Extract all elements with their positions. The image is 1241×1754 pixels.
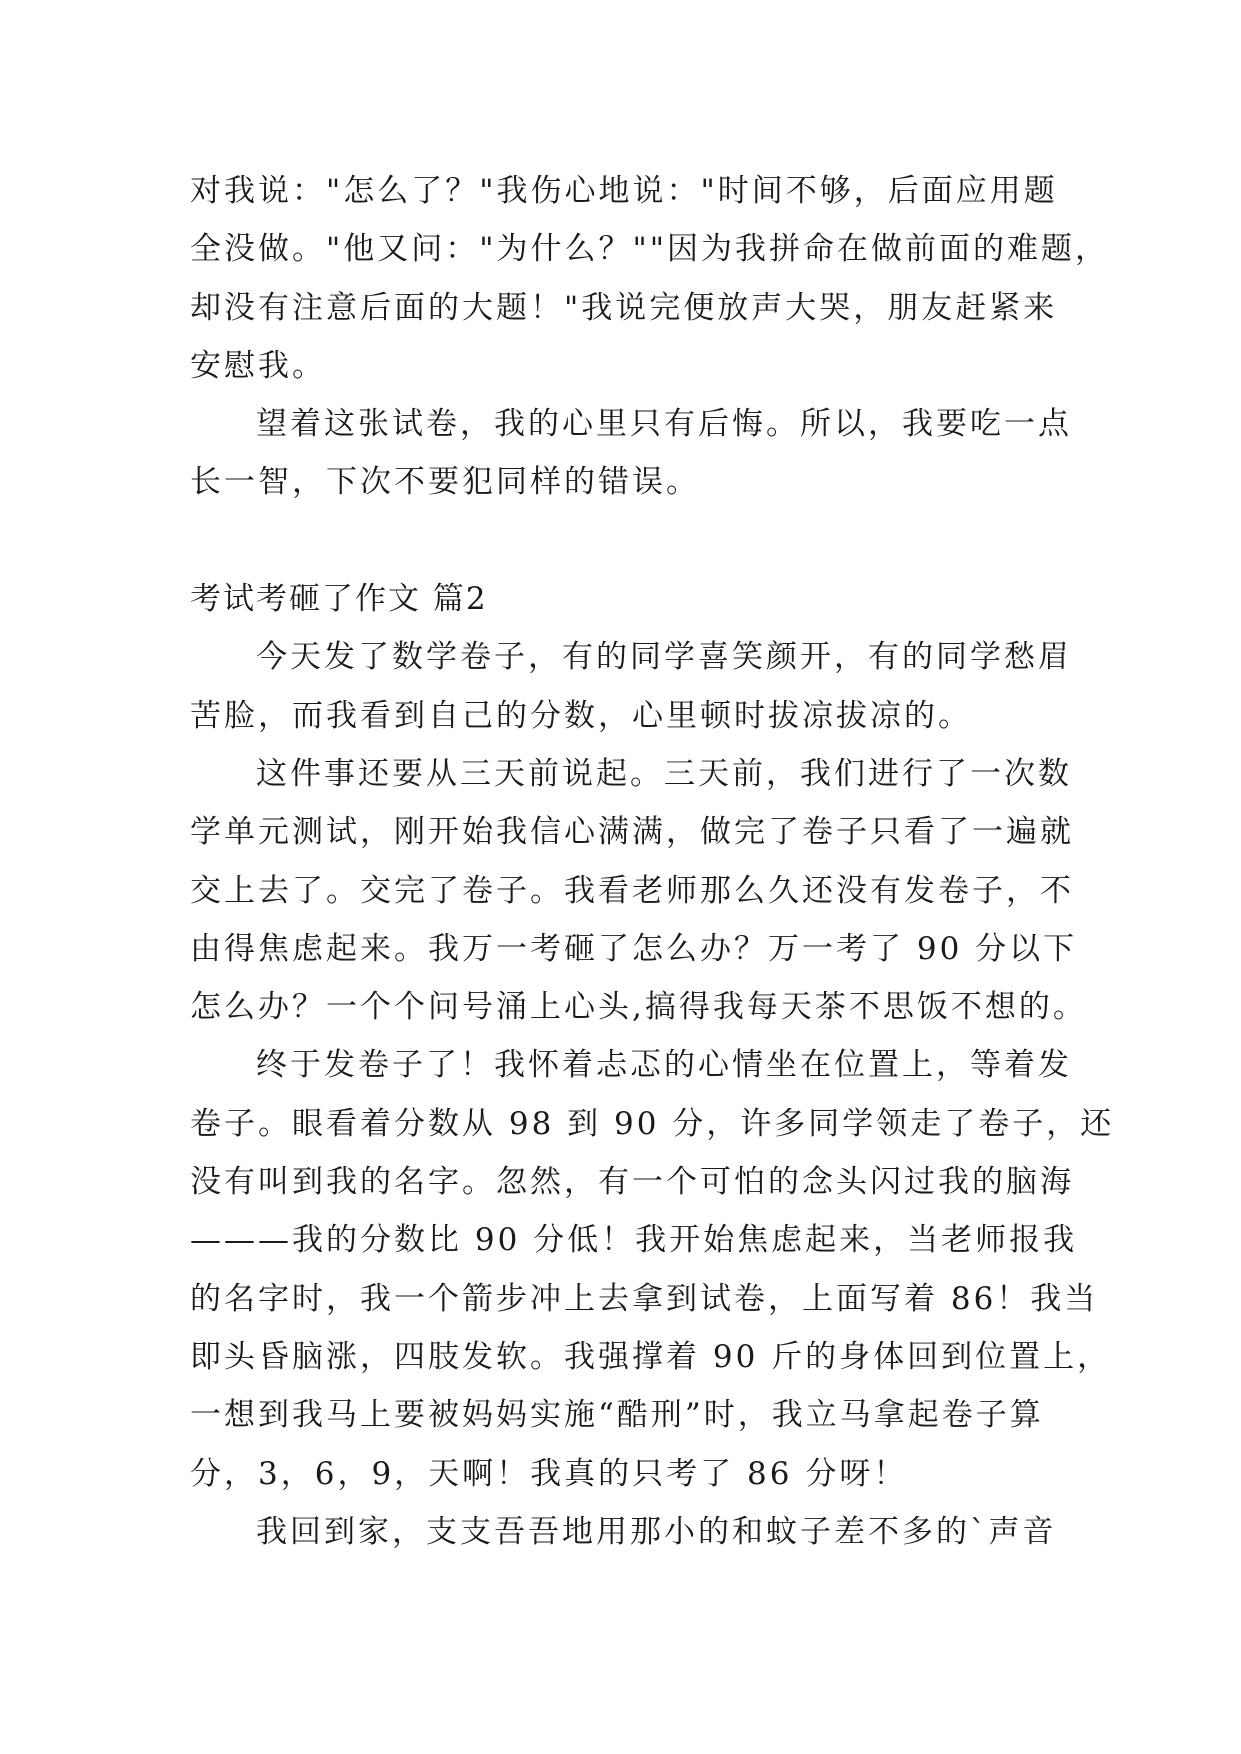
paragraph-6 <box>190 1503 1060 1561</box>
text-line: 一想到我马上要被妈妈实施“酷刑”时，我立马拿起卷子算 <box>190 1397 1044 1434</box>
paragraph-2 <box>190 395 1072 512</box>
paragraph-3 <box>190 628 1072 745</box>
text-line: 卷子。眼看着分数从 98 到 90 分，许多同学领走了卷子，还 <box>190 1105 1115 1142</box>
text-line: 安慰我。 <box>190 347 326 384</box>
text-line: 分，3，6，9，天啊！我真的只考了 86 分呀！ <box>190 1455 908 1492</box>
text-line: 怎么办？一个个问号涌上心头,搞得我每天茶不思饭不想的。 <box>190 989 1087 1026</box>
text-line: 对我说："怎么了？"我伤心地说："时间不够，后面应用题 <box>190 173 1058 209</box>
section-heading: 考试考砸了作文 篇2 <box>190 581 488 618</box>
paragraph-5 <box>190 1036 1115 1502</box>
text-line: 的名字时，我一个箭步冲上去拿到试卷，上面写着 86！我当 <box>190 1280 1099 1317</box>
text-line: 即头昏脑涨，四肢发软。我强撑着 90 斤的身体回到位置上， <box>190 1338 1112 1375</box>
text-line: 今天发了数学卷子，有的同学喜笑颜开，有的同学愁眉 <box>256 639 1072 676</box>
text-line: 全没做。"他又问："为什么？""因为我拼命在做前面的难题， <box>190 231 1110 268</box>
text-line: 这件事还要从三天前说起。三天前，我们进行了一次数 <box>256 755 1072 792</box>
text-line: 交上去了。交完了卷子。我看老师那么久还没有发卷子，不 <box>190 872 1074 909</box>
text-line: 没有叫到我的名字。忽然，有一个可怕的念头闪过我的脑海 <box>190 1164 1074 1201</box>
text-line: 学单元测试，刚开始我信心满满，做完了卷子只看了一遍就 <box>190 814 1074 851</box>
paragraph-4 <box>190 745 1087 1036</box>
text-line: 苦脸，而我看到自己的分数，心里顿时拔凉拔凉的。 <box>190 697 972 734</box>
text-line: 望着这张试卷，我的心里只有后悔。所以，我要吃一点 <box>256 406 1072 443</box>
text-line: 却没有注意后面的大题！"我说完便放声大哭，朋友赶紧来 <box>190 289 1058 326</box>
text-line: 由得焦虑起来。我万一考砸了怎么办？万一考了 90 分以下 <box>190 930 1078 967</box>
document-page <box>190 162 1115 1561</box>
text-line: 长一智，下次不要犯同样的错误。 <box>190 464 700 501</box>
text-line: 终于发卷子了！我怀着忐忑的心情坐在位置上，等着发 <box>256 1047 1072 1084</box>
paragraph-1 <box>190 162 1110 395</box>
section-spacer <box>190 512 1060 570</box>
text-line: ———我的分数比 90 分低！我开始焦虑起来，当老师报我 <box>190 1222 1078 1259</box>
text-line: 我回到家，支支吾吾地用那小的和蚊子差不多的`声音 <box>256 1513 1057 1550</box>
